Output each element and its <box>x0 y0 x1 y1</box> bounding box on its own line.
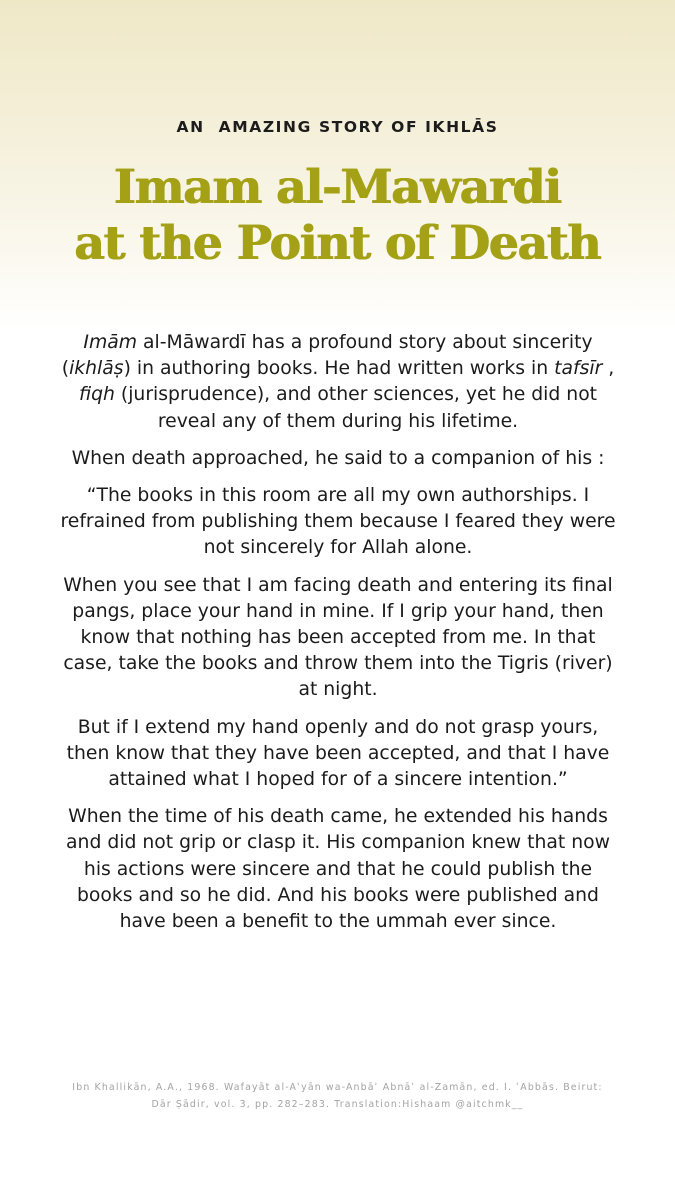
page-title <box>0 160 675 272</box>
paragraph-quote-books: “The books in this room are all my own authorships. I refrained from publishing them because I feared they were not sincerely for Allah alone. <box>60 485 616 559</box>
intro-text-d: (jurisprudence), and other sciences, yet he did not reveal any of them during his lifetime. <box>114 384 598 432</box>
intro-text-a: al-Māwardī has a profound story about sincerity ( <box>61 332 593 380</box>
intro-text-c: , <box>602 358 615 380</box>
kicker-heading: AN AMAZING STORY OF IKHLĀS <box>176 118 499 136</box>
term-ikhlas: ikhlāṣ <box>69 358 124 380</box>
term-imam: Imām <box>83 332 138 353</box>
paragraph-quote-grip: When you see that I am facing death and entering its final pangs, place your hand in mine. If I grip your hand, then know that nothing has been accepted from me. In that case, take the books and throw them into the Tigris (river) at night. <box>63 574 613 701</box>
paragraph-quote-accepted: But if I extend my hand openly and do not grasp yours, then know that they have been accepted, and that I have attained what I hoped for of a sincere intention.” <box>66 716 610 791</box>
story-body <box>58 330 618 946</box>
paragraph-conclusion: When the time of his death came, he extended his hands and did not grip or clasp it. His companion knew that now his actions were sincere and that he could publish the books and so he did. And his books were published and have been a benefit to the ummah ever since. <box>66 806 610 933</box>
citation-footnote: Ibn Khallikān, A.A., 1968. Wafayāt al-Aʿyān wa-Anbāʾ Abnāʾ al-Zamān, ed. I. ʿAbbās. Beirut: Dār Ṣādir, vol. 3, pp. 282–283. Translation:Hishaam @aitchmk__ <box>72 1082 603 1110</box>
paragraph-death-approached: When death approached, he said to a companion of his : <box>71 447 605 469</box>
term-tafsir: tafsīr <box>554 358 603 380</box>
term-fiqh: fiqh <box>78 384 115 406</box>
paragraph-intro <box>58 330 618 435</box>
title-line-2: at the Point of Death <box>74 216 601 271</box>
intro-text-b: ) in authoring books. He had written works in <box>123 358 555 380</box>
title-line-1: Imam al-Mawardi <box>114 160 561 215</box>
